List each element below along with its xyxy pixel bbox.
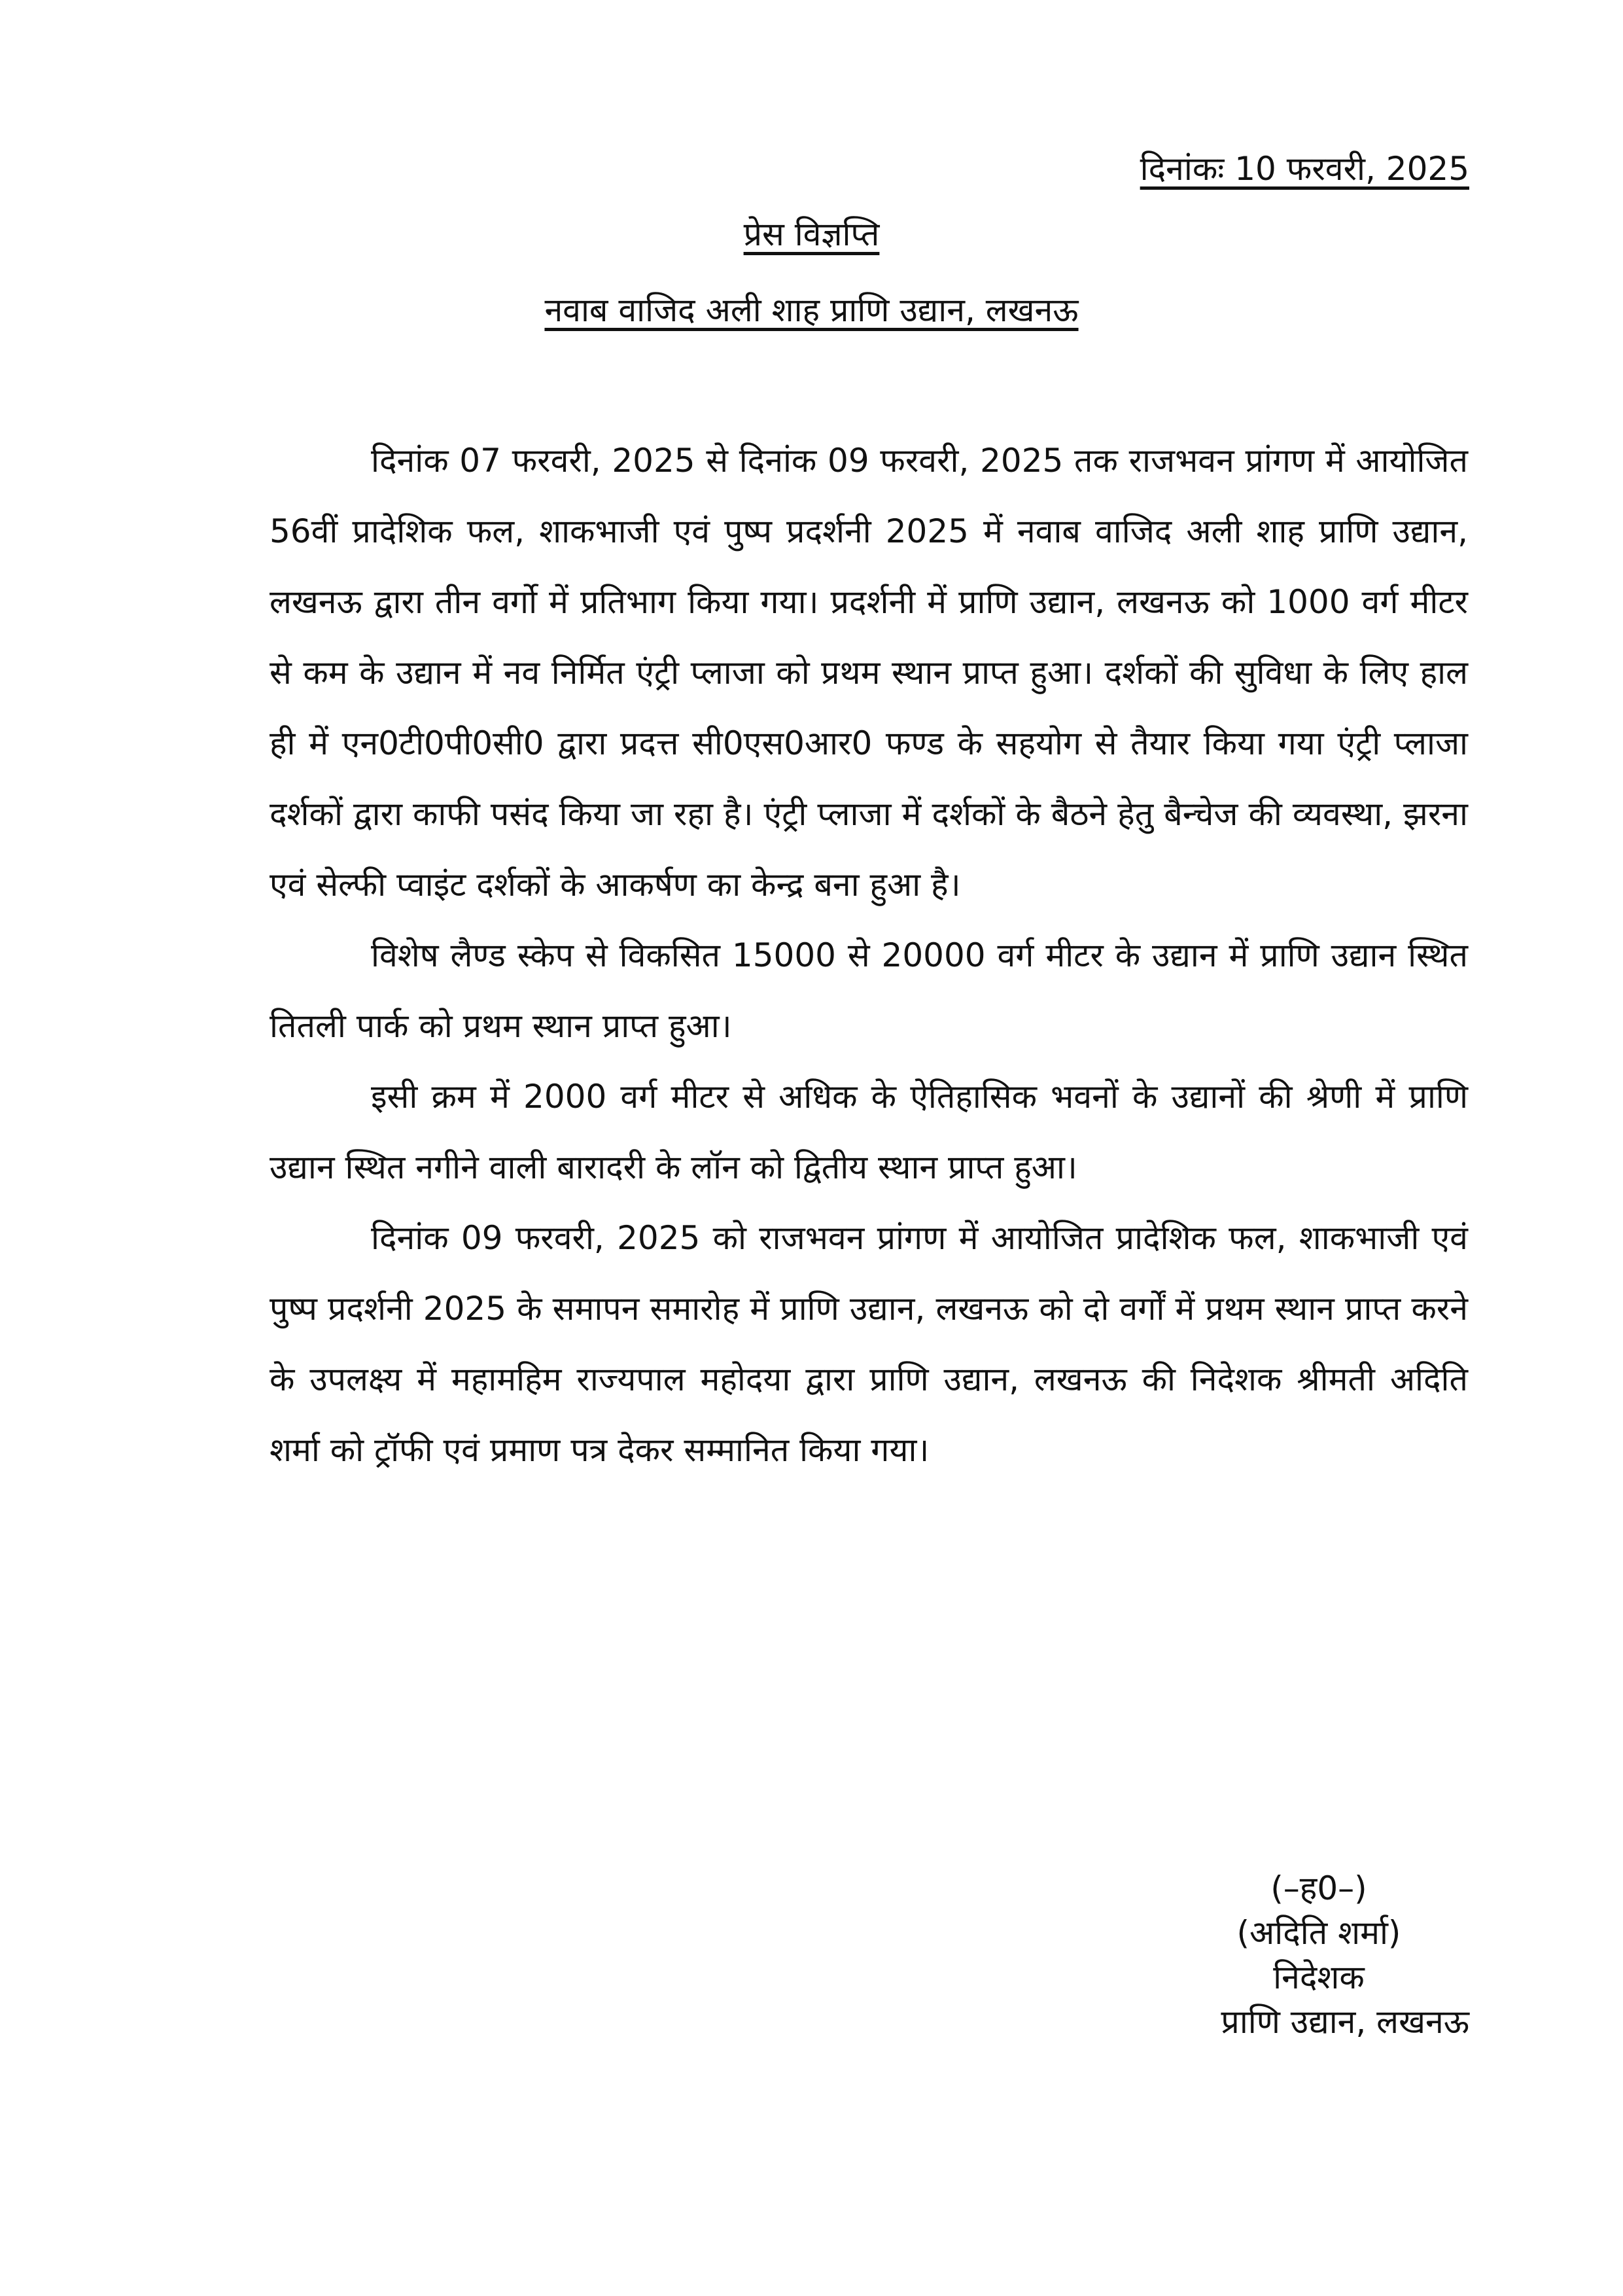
- signatory-designation: निदेशक: [1273, 1958, 1365, 1996]
- signatory-office: प्राणि उद्यान, लखनऊ: [1221, 2003, 1469, 2041]
- document-date: दिनांकः 10 फरवरी, 2025: [1140, 150, 1469, 188]
- signatory-name: (अदिति शर्मा): [1236, 1914, 1401, 1952]
- signed-mark: (–ह0–): [1270, 1869, 1367, 1907]
- organization-heading: नवाब वाजिद अली शाह प्राणि उद्यान, लखनऊ: [544, 291, 1079, 329]
- paragraph-4: दिनांक 09 फरवरी, 2025 को राजभवन प्रांगण में आयोजित प्रादेशिक फल, शाकभाजी एवं पुष्प प्रदर्शनी 2025 के समापन समारोह में प्राणि उद्यान, लखनऊ को दो वर्गों में प्रथम स्थान प्राप्त करने के उपलक्ष्य में महामहिम राज्यपाल महोदया द्वारा प्राणि उद्यान, लखनऊ की निदेशक श्रीमती अदिति शर्मा को ट्रॉफी एवं प्रमाण पत्र देकर सम्मानित किया गया।: [270, 1219, 1468, 1469]
- paragraph-2: विशेष लैण्ड स्केप से विकसित 15000 से 20000 वर्ग मीटर के उद्यान में प्राणि उद्यान स्थित तितली पार्क को प्रथम स्थान प्राप्त हुआ।: [270, 936, 1468, 1045]
- signature-block: [1077, 1866, 1469, 2044]
- press-release-heading: प्रेस विज्ञप्ति: [743, 215, 880, 253]
- document-body: [270, 425, 1468, 1485]
- paragraph-3: इसी क्रम में 2000 वर्ग मीटर से अधिक के ऐतिहासिक भवनों के उद्यानों की श्रेणी में प्राणि उद्यान स्थित नगीने वाली बारादरी के लॉन को द्वितीय स्थान प्राप्त हुआ।: [270, 1078, 1468, 1186]
- paragraph-1: दिनांक 07 फरवरी, 2025 से दिनांक 09 फरवरी, 2025 तक राजभवन प्रांगण में आयोजित 56वीं प्रादेशिक फल, शाकभाजी एवं पुष्प प्रदर्शनी 2025 में नवाब वाजिद अली शाह प्राणि उद्यान, लखनऊ द्वारा तीन वर्गो में प्रतिभाग किया गया। प्रदर्शनी में प्राणि उद्यान, लखनऊ को 1000 वर्ग मीटर से कम के उद्यान में नव निर्मित एंट्री प्लाजा को प्रथम स्थान प्राप्त हुआ। दर्शकों की सुविधा के लिए हाल ही में एन0टी0पी0सी0 द्वारा प्रदत्त सी0एस0आर0 फण्ड के सहयोग से तैयार किया गया एंट्री प्लाजा दर्शकों द्वारा काफी पसंद किया जा रहा है। एंट्री प्लाजा में दर्शकों के बैठने हेतु बैन्चेज की व्यवस्था, झरना एवं सेल्फी प्वाइंट दर्शकों के आकर्षण का केन्द्र बना हुआ है।: [270, 442, 1468, 904]
